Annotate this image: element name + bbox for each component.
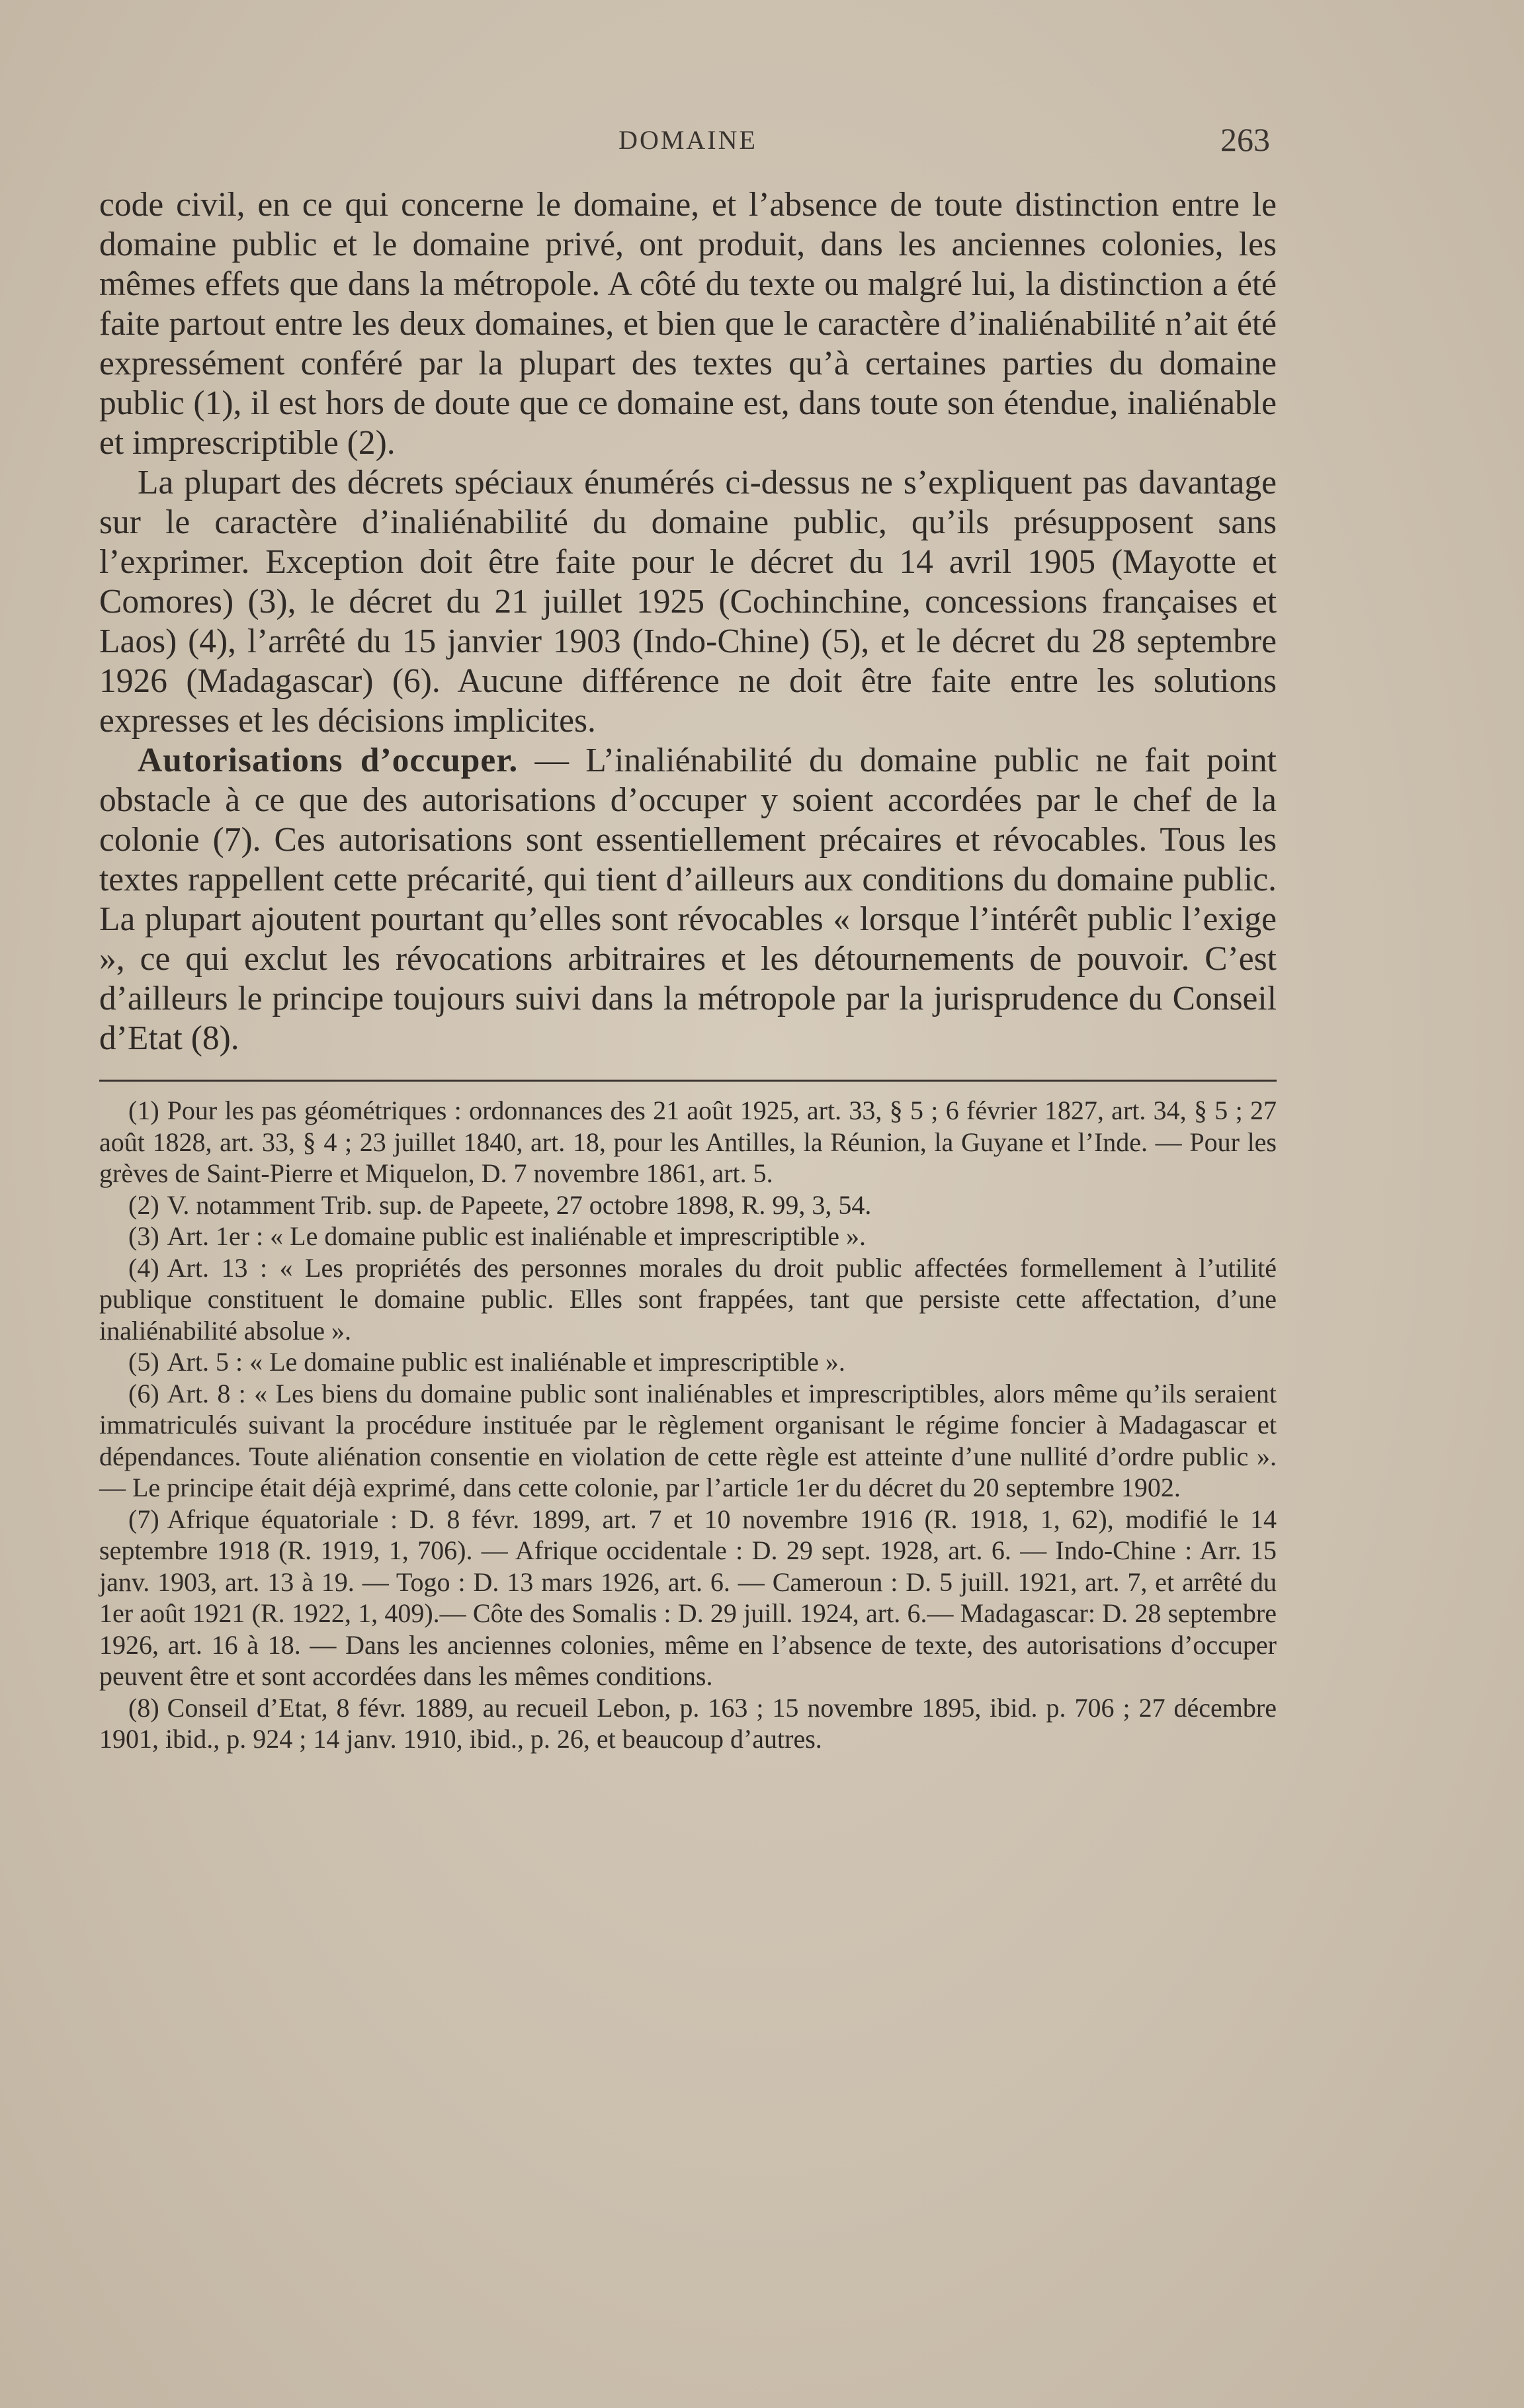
book-page [99,112,1277,1755]
footnote-3 [99,1221,1277,1252]
footnote-number: (3) [128,1221,159,1251]
footnote-number: (7) [128,1504,159,1534]
footnote-text: Afrique équatoriale : D. 8 févr. 1899, art. 7 et 10 novembre 1916 (R. 1918, 1, 62), modifié le 14 septembre 1918 (R. 1919, 1, 706). — Afrique occidentale : D. 29 sept. 1928, art. 6. — Indo-Chine : Arr. 15 janv. 1903, art. 13 à 19. — Togo : D. 13 mars 1926, art. 6. — Cameroun : D. 5 juill. 1921, art. 7, et arrêté du 1er août 1921 (R. 1922, 1, 409).— Côte des Somalis : D. 29 juill. 1924, art. 6.— Madagascar: D. 28 septembre 1926, art. 16 à 18. — Dans les anciennes colonies, même en l’absence de texte, des autorisations d’occuper peuvent être et sont accordées dans les mêmes conditions. [99,1504,1277,1691]
main-text [99,185,1277,1058]
section-heading: Autorisations d’occuper. [138,742,519,779]
footnote-number: (1) [128,1096,159,1125]
footnote-number: (8) [128,1692,159,1723]
footnote-text: Art. 13 : « Les propriétés des personnes morales du droit public affectées formellement à l’utilité publique constituent le domaine public. Elles sont frappées, tant que persiste cette affectation, d’une inaliénabilité absolue ». [99,1252,1277,1346]
footnote-text: Art. 1er : « Le domaine public est inaliénable et imprescriptible ». [167,1221,866,1251]
footnote-5 [99,1346,1277,1378]
footnote-text: Art. 8 : « Les biens du domaine public sont inaliénables et imprescriptibles, alors même qu’ils seraient immatriculés suivant la procédure instituée par le règlement organisant le régime foncier à Madagascar et dépendances. Toute aliénation consentie en violation de cette règle est atteinte d’une nullité d’ordre public ». — Le principe était déjà exprimé, dans cette colonie, par l’article 1er du décret du 20 septembre 1902. [99,1378,1277,1502]
footnote-4 [99,1252,1277,1347]
footnote-6 [99,1378,1277,1504]
footnote-number: (6) [128,1378,159,1408]
footnote-2 [99,1189,1277,1221]
footnotes [99,1095,1277,1755]
footnote-number: (5) [128,1347,159,1377]
paragraph-1: code civil, en ce qui concerne le domaine, et l’absence de toute distinction entre le domaine public et le domaine privé, ont produit, dans les anciennes colonies, les mêmes effets que dans la métropole. A côté du texte ou malgré lui, la distinction a été faite partout entre les deux domaines, et bien que le caractère d’inaliénabilité n’ait été expressément conféré par la plupart des textes qu’à certaines parties du domaine public (1), il est hors de doute que ce domaine est, dans toute son étendue, inaliénable et imprescriptible (2). [99,186,1277,462]
footnote-number: (4) [128,1252,159,1283]
paragraph-2: La plupart des décrets spéciaux énumérés ci-dessus ne s’expliquent pas davantage sur le caractère d’inaliénabilité du domaine public, qu’ils présupposent sans l’exprimer. Exception doit être faite pour le décret du 14 avril 1905 (Mayotte et Comores) (3), le décret du 21 juillet 1925 (Cochinchine, concessions françaises et Laos) (4), l’arrêté du 15 janvier 1903 (Indo-Chine) (5), et le décret du 28 septembre 1926 (Madagascar) (6). Aucune différence ne doit être faite entre les solutions expresses et les décisions implicites. [99,464,1277,740]
footnote-separator [99,1080,1277,1082]
footnote-number: (2) [128,1189,159,1220]
footnote-text: Pour les pas géométriques : ordonnances des 21 août 1925, art. 33, § 5 ; 6 février 1827, art. 34, § 5 ; 27 août 1828, art. 33, § 4 ; 23 juillet 1840, art. 18, pour les Antilles, la Réunion, la Guyane et l’Inde. — Pour les grèves de Saint-Pierre et Miquelon, D. 7 novembre 1861, art. 5. [99,1096,1277,1188]
page-header [99,112,1277,159]
section-paragraph [99,741,1277,1058]
footnote-text: V. notamment Trib. sup. de Papeete, 27 octobre 1898, R. 99, 3, 54. [167,1189,872,1220]
page-number: 263 [1220,121,1270,158]
footnote-8 [99,1692,1277,1755]
footnote-text: Conseil d’Etat, 8 févr. 1889, au recueil Lebon, p. 163 ; 15 novembre 1895, ibid. p. 706 ; 27 décembre 1901, ibid., p. 924 ; 14 janv. 1910, ibid., p. 26, et beaucoup d’autres. [99,1692,1277,1754]
footnote-text: Art. 5 : « Le domaine public est inaliénable et imprescriptible ». [167,1347,845,1377]
footnote-7 [99,1504,1277,1692]
running-title: DOMAINE [618,125,757,155]
paragraph-3: — L’inaliénabilité du domaine public ne fait point obstacle à ce que des autorisations d’occuper y soient accordées par le chef de la colonie (7). Ces autorisations sont essentiellement précaires et révocables. Tous les textes rappellent cette précarité, qui tient d’ailleurs aux conditions du domaine public. La plupart ajoutent pourtant qu’elles sont révocables « lorsque l’intérêt public l’exige », ce qui exclut les révocations arbitraires et les détournements de pouvoir. C’est d’ailleurs le principe toujours suivi dans la métropole par la jurisprudence du Conseil d’Etat (8). [99,742,1277,1057]
footnote-1 [99,1095,1277,1189]
